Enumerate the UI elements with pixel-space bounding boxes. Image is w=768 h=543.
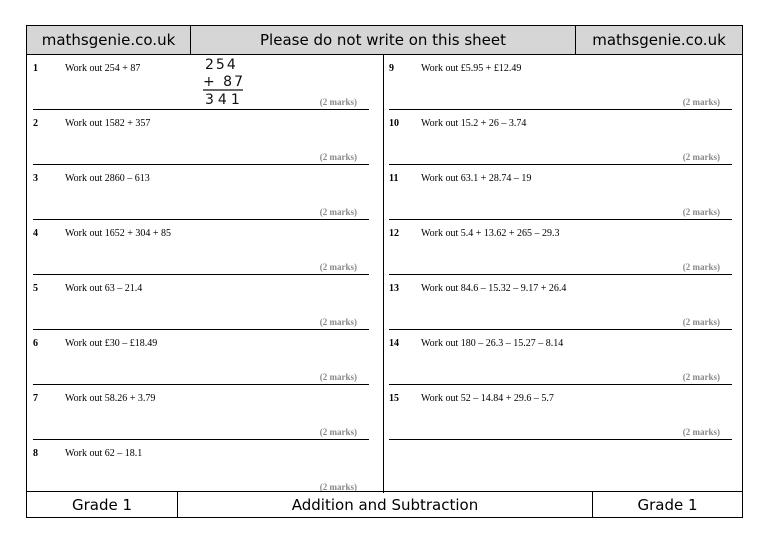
question-14: [389, 330, 742, 385]
question-text: Work out 1652 + 304 + 85: [65, 228, 172, 239]
marks-label: (2 marks): [319, 207, 357, 217]
marks-label: (2 marks): [682, 97, 720, 107]
question-text: Work out 63.1 + 28.74 – 19: [421, 173, 532, 184]
answer-line: [389, 439, 732, 440]
marks-label: (2 marks): [319, 372, 357, 382]
question-text: Work out 5.4 + 13.62 + 265 – 29.3: [421, 228, 560, 239]
question-13: [389, 275, 742, 330]
handwritten-answer: 341: [205, 92, 244, 108]
question-number: 11: [389, 173, 399, 184]
question-15: [389, 385, 742, 440]
marks-label: (2 marks): [682, 207, 720, 217]
marks-label: (2 marks): [319, 262, 357, 272]
question-number: 1: [33, 63, 38, 74]
question-number: 15: [389, 393, 399, 404]
question-3: [33, 165, 379, 220]
question-number: 10: [389, 118, 399, 129]
question-number: 8: [33, 448, 38, 459]
header-site-left: mathsgenie.co.uk: [27, 26, 191, 54]
header-notice: Please do not write on this sheet: [191, 26, 576, 54]
question-text: Work out 58.26 + 3.79: [65, 393, 156, 404]
question-number: 6: [33, 338, 38, 349]
question-10: [389, 110, 742, 165]
handwritten-working: [203, 53, 263, 111]
marks-label: (2 marks): [682, 262, 720, 272]
worksheet: [26, 25, 743, 518]
question-text: Work out 62 – 18.1: [65, 448, 143, 459]
marks-label: (2 marks): [682, 372, 720, 382]
footer-topic: Addition and Subtraction: [178, 492, 593, 517]
question-12: [389, 220, 742, 275]
column-divider: [383, 55, 384, 493]
question-number: 7: [33, 393, 38, 404]
question-6: [33, 330, 379, 385]
question-number: 13: [389, 283, 399, 294]
question-text: Work out 254 + 87: [65, 63, 141, 74]
question-text: Work out 2860 – 613: [65, 173, 150, 184]
marks-label: (2 marks): [682, 427, 720, 437]
question-number: 12: [389, 228, 399, 239]
marks-label: (2 marks): [682, 317, 720, 327]
question-number: 3: [33, 173, 38, 184]
question-7: [33, 385, 379, 440]
question-text: Work out 84.6 – 15.32 – 9.17 + 26.4: [421, 283, 567, 294]
question-text: Work out 180 – 26.3 – 15.27 – 8.14: [421, 338, 564, 349]
question-9: [389, 55, 742, 110]
marks-label: (2 marks): [319, 97, 357, 107]
question-text: Work out 63 – 21.4: [65, 283, 143, 294]
question-4: [33, 220, 379, 275]
question-11: [389, 165, 742, 220]
question-text: Work out £5.95 + £12.49: [421, 63, 522, 74]
header-site-right: mathsgenie.co.uk: [592, 31, 726, 49]
question-number: 9: [389, 63, 394, 74]
question-text: Work out 1582 + 357: [65, 118, 151, 129]
handwritten-line-2: + 87: [203, 74, 245, 90]
header-bar: [27, 26, 742, 55]
question-number: 2: [33, 118, 38, 129]
footer-bar: [27, 491, 742, 517]
question-text: Work out £30 – £18.49: [65, 338, 158, 349]
handwritten-line-1: 254: [205, 57, 238, 73]
question-8: [33, 440, 379, 495]
footer-grade-left: Grade 1: [27, 492, 178, 517]
marks-label: (2 marks): [319, 427, 357, 437]
question-number: 14: [389, 338, 399, 349]
question-text: Work out 15.2 + 26 – 3.74: [421, 118, 527, 129]
marks-label: (2 marks): [319, 317, 357, 327]
question-number: 4: [33, 228, 38, 239]
question-number: 5: [33, 283, 38, 294]
marks-label: (2 marks): [319, 152, 357, 162]
question-2: [33, 110, 379, 165]
question-text: Work out 52 – 14.84 + 29.6 – 5.7: [421, 393, 554, 404]
marks-label: (2 marks): [319, 482, 357, 492]
footer-grade-right: Grade 1: [637, 495, 698, 514]
marks-label: (2 marks): [682, 152, 720, 162]
question-5: [33, 275, 379, 330]
